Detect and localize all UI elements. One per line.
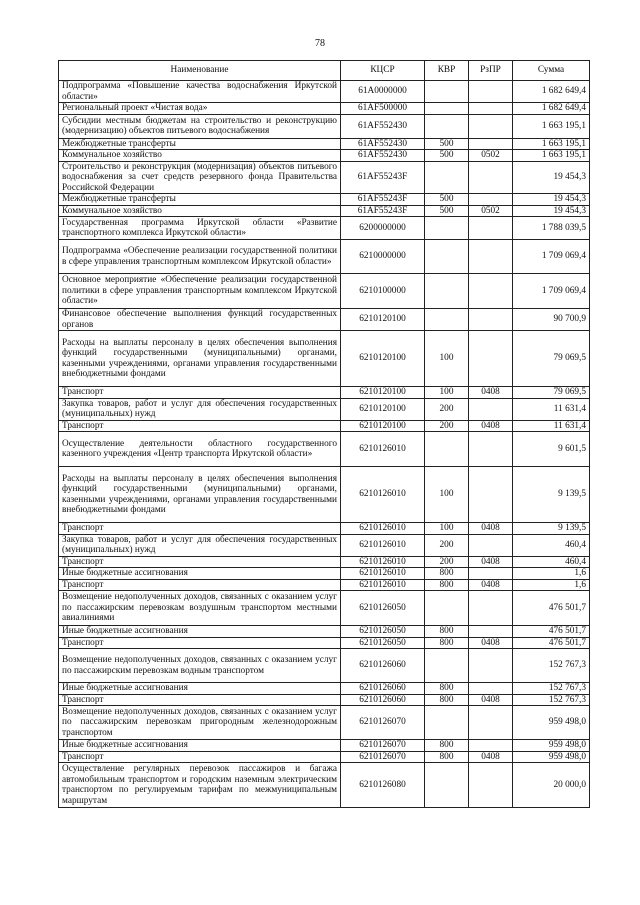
cell-rzpr <box>469 568 513 580</box>
cell-kvr: 500 <box>425 205 469 217</box>
cell-kvr: 800 <box>425 683 469 695</box>
cell-kvr: 200 <box>425 420 469 432</box>
cell-name: Подпрограмма «Повышение качества водоснабжения Иркутской области» <box>59 81 341 103</box>
table-row <box>59 205 590 217</box>
table-row <box>59 103 590 115</box>
cell-kvr <box>425 114 469 138</box>
cell-name: Транспорт <box>59 523 341 535</box>
cell-kvr: 200 <box>425 534 469 556</box>
cell-rzpr <box>469 626 513 638</box>
cell-rzpr <box>469 81 513 103</box>
cell-kvr <box>425 591 469 626</box>
cell-sum: 476 501,7 <box>513 637 590 649</box>
cell-name: Транспорт <box>59 694 341 706</box>
cell-code: 6210126060 <box>341 649 425 683</box>
table-row <box>59 568 590 580</box>
table-row <box>59 138 590 150</box>
cell-sum: 9 139,5 <box>513 523 590 535</box>
cell-code: 6210126050 <box>341 591 425 626</box>
cell-name: Межбюджетные трансферты <box>59 194 341 206</box>
cell-name: Закупка товаров, работ и услуг для обеспечения государственных (муниципальных) нужд <box>59 398 341 420</box>
table-row <box>59 649 590 683</box>
cell-name: Основное мероприятие «Обеспечение реализации государственной политики в сфере управления транспортным комплексом Иркутской области» <box>59 274 341 309</box>
table-row <box>59 523 590 535</box>
cell-rzpr: 0502 <box>469 150 513 162</box>
header-rzpr: РзПР <box>469 61 513 81</box>
cell-rzpr <box>469 217 513 240</box>
cell-code: 6210126080 <box>341 763 425 808</box>
cell-rzpr <box>469 534 513 556</box>
cell-kvr: 100 <box>425 331 469 387</box>
cell-sum: 152 767,3 <box>513 649 590 683</box>
cell-kvr: 800 <box>425 751 469 763</box>
table-row <box>59 114 590 138</box>
cell-name: Осуществление деятельности областного государственного казенного учреждения «Центр транспорта Иркутской области» <box>59 432 341 467</box>
cell-name: Транспорт <box>59 751 341 763</box>
cell-sum: 1 788 039,5 <box>513 217 590 240</box>
cell-code: 6210126010 <box>341 556 425 568</box>
cell-kvr: 800 <box>425 579 469 591</box>
cell-code: 6210000000 <box>341 240 425 274</box>
cell-code: 61А0000000 <box>341 81 425 103</box>
cell-sum: 959 498,0 <box>513 706 590 740</box>
cell-kvr <box>425 81 469 103</box>
cell-rzpr <box>469 683 513 695</box>
cell-sum: 19 454,3 <box>513 194 590 206</box>
cell-name: Транспорт <box>59 556 341 568</box>
cell-sum: 20 000,0 <box>513 763 590 808</box>
cell-code: 6210120100 <box>341 309 425 331</box>
cell-name: Возмещение недополученных доходов, связанных с оказанием услуг по пассажирским перевозкам воздушным транспортом местными авиалиниями <box>59 591 341 626</box>
cell-name: Иные бюджетные ассигнования <box>59 626 341 638</box>
cell-name: Расходы на выплаты персоналу в целях обеспечения выполнения функций государственными (муниципальными) органами, казенными учреждениями, органами управления государственными внебюджетными фондами <box>59 331 341 387</box>
cell-code: 6210126010 <box>341 523 425 535</box>
cell-kvr: 800 <box>425 694 469 706</box>
cell-kvr <box>425 649 469 683</box>
cell-rzpr: 0408 <box>469 694 513 706</box>
header-sum: Сумма <box>513 61 590 81</box>
cell-kvr <box>425 217 469 240</box>
cell-sum: 152 767,3 <box>513 683 590 695</box>
cell-sum: 1,6 <box>513 579 590 591</box>
cell-rzpr: 0408 <box>469 751 513 763</box>
cell-name: Коммунальное хозяйство <box>59 205 341 217</box>
cell-sum: 1 663 195,1 <box>513 114 590 138</box>
table-row <box>59 161 590 194</box>
table-row <box>59 751 590 763</box>
cell-rzpr <box>469 161 513 194</box>
cell-sum: 9 601,5 <box>513 432 590 467</box>
cell-kvr: 500 <box>425 150 469 162</box>
cell-sum: 1 709 069,4 <box>513 240 590 274</box>
cell-rzpr <box>469 432 513 467</box>
cell-sum: 959 498,0 <box>513 751 590 763</box>
table-row <box>59 740 590 752</box>
cell-code: 6210126070 <box>341 706 425 740</box>
cell-rzpr <box>469 706 513 740</box>
table-row <box>59 626 590 638</box>
cell-code: 61АF552430 <box>341 150 425 162</box>
cell-code: 6210120100 <box>341 331 425 387</box>
cell-rzpr <box>469 138 513 150</box>
cell-kvr: 100 <box>425 523 469 535</box>
cell-name: Возмещение недополученных доходов, связанных с оказанием услуг по пассажирским перевозкам пригородным железнодорожным транспортом <box>59 706 341 740</box>
cell-kvr <box>425 309 469 331</box>
cell-kvr <box>425 763 469 808</box>
cell-code: 6210120100 <box>341 398 425 420</box>
cell-name: Межбюджетные трансферты <box>59 138 341 150</box>
cell-name: Осуществление регулярных перевозок пассажиров и багажа автомобильным транспортом и городским наземным электрическим транспортом по регулируемым тарифам по межмуниципальным маршрутам <box>59 763 341 808</box>
budget-table <box>58 60 590 808</box>
cell-sum: 476 501,7 <box>513 591 590 626</box>
cell-sum: 152 767,3 <box>513 694 590 706</box>
cell-sum: 1 682 649,4 <box>513 103 590 115</box>
table-row <box>59 683 590 695</box>
cell-code: 61АF500000 <box>341 103 425 115</box>
table-row <box>59 432 590 467</box>
cell-kvr: 800 <box>425 637 469 649</box>
cell-sum: 79 069,5 <box>513 331 590 387</box>
cell-rzpr: 0502 <box>469 205 513 217</box>
cell-sum: 9 139,5 <box>513 467 590 523</box>
cell-code: 6210126010 <box>341 568 425 580</box>
cell-name: Транспорт <box>59 420 341 432</box>
cell-sum: 1 709 069,4 <box>513 274 590 309</box>
cell-name: Субсидии местным бюджетам на строительство и реконструкцию (модернизацию) объектов питьевого водоснабжения <box>59 114 341 138</box>
cell-rzpr: 0408 <box>469 420 513 432</box>
table-body <box>59 81 590 808</box>
cell-name: Транспорт <box>59 637 341 649</box>
cell-code: 61АF55243F <box>341 205 425 217</box>
header-kvr: КВР <box>425 61 469 81</box>
cell-kvr <box>425 240 469 274</box>
cell-code: 6210126060 <box>341 683 425 695</box>
cell-rzpr <box>469 331 513 387</box>
table-row <box>59 694 590 706</box>
cell-sum: 1 682 649,4 <box>513 81 590 103</box>
cell-rzpr <box>469 274 513 309</box>
cell-sum: 460,4 <box>513 534 590 556</box>
cell-rzpr <box>469 194 513 206</box>
cell-sum: 476 501,7 <box>513 626 590 638</box>
cell-kvr: 500 <box>425 194 469 206</box>
cell-sum: 19 454,3 <box>513 161 590 194</box>
cell-rzpr <box>469 309 513 331</box>
cell-name: Подпрограмма «Обеспечение реализации государственной политики в сфере управления транспортным комплексом Иркутской области» <box>59 240 341 274</box>
cell-rzpr: 0408 <box>469 556 513 568</box>
cell-kvr <box>425 274 469 309</box>
header-kcsr: КЦСР <box>341 61 425 81</box>
cell-rzpr: 0408 <box>469 637 513 649</box>
cell-code: 61АF55243F <box>341 194 425 206</box>
table-row <box>59 534 590 556</box>
cell-code: 61АF552430 <box>341 114 425 138</box>
table-row <box>59 240 590 274</box>
cell-sum: 460,4 <box>513 556 590 568</box>
cell-kvr <box>425 103 469 115</box>
cell-rzpr <box>469 649 513 683</box>
cell-kvr: 800 <box>425 740 469 752</box>
cell-name: Государственная программа Иркутской области «Развитие транспортного комплекса Иркутской области» <box>59 217 341 240</box>
cell-code: 6210126010 <box>341 467 425 523</box>
cell-code: 6210120100 <box>341 420 425 432</box>
table-row <box>59 331 590 387</box>
cell-name: Расходы на выплаты персоналу в целях обеспечения выполнения функций государственными (муниципальными) органами, казенными учреждениями, органами управления государственными внебюджетными фондами <box>59 467 341 523</box>
cell-sum: 1 663 195,1 <box>513 150 590 162</box>
cell-name: Региональный проект «Чистая вода» <box>59 103 341 115</box>
cell-code: 6210126070 <box>341 740 425 752</box>
cell-sum: 959 498,0 <box>513 740 590 752</box>
cell-code: 6210126050 <box>341 626 425 638</box>
table-row <box>59 591 590 626</box>
table-row <box>59 217 590 240</box>
cell-rzpr <box>469 740 513 752</box>
cell-code: 61АF55243F <box>341 161 425 194</box>
cell-name: Финансовое обеспечение выполнения функций государственных органов <box>59 309 341 331</box>
cell-name: Транспорт <box>59 387 341 399</box>
cell-sum: 1 663 195,1 <box>513 138 590 150</box>
table-header-row <box>59 61 590 81</box>
cell-sum: 90 700,9 <box>513 309 590 331</box>
cell-name: Возмещение недополученных доходов, связанных с оказанием услуг по пассажирским перевозкам водным транспортом <box>59 649 341 683</box>
cell-code: 6210126050 <box>341 637 425 649</box>
cell-name: Закупка товаров, работ и услуг для обеспечения государственных (муниципальных) нужд <box>59 534 341 556</box>
cell-name: Строительство и реконструкция (модернизация) объектов питьевого водоснабжения за счет средств резервного фонда Правительства Российской Федерации <box>59 161 341 194</box>
cell-code: 6210126010 <box>341 432 425 467</box>
cell-name: Иные бюджетные ассигнования <box>59 683 341 695</box>
table-row <box>59 637 590 649</box>
cell-rzpr <box>469 103 513 115</box>
cell-kvr: 200 <box>425 398 469 420</box>
cell-name: Иные бюджетные ассигнования <box>59 740 341 752</box>
table-row <box>59 398 590 420</box>
cell-kvr: 100 <box>425 467 469 523</box>
table-row <box>59 309 590 331</box>
table-row <box>59 420 590 432</box>
cell-rzpr <box>469 398 513 420</box>
cell-name: Транспорт <box>59 579 341 591</box>
table-row <box>59 556 590 568</box>
table-row <box>59 387 590 399</box>
cell-kvr <box>425 432 469 467</box>
cell-kvr: 100 <box>425 387 469 399</box>
cell-name: Иные бюджетные ассигнования <box>59 568 341 580</box>
cell-rzpr <box>469 240 513 274</box>
cell-rzpr <box>469 467 513 523</box>
cell-rzpr <box>469 763 513 808</box>
cell-kvr: 800 <box>425 626 469 638</box>
cell-rzpr: 0408 <box>469 387 513 399</box>
cell-code: 6210126060 <box>341 694 425 706</box>
table-row <box>59 467 590 523</box>
cell-code: 6210100000 <box>341 274 425 309</box>
cell-code: 6210126070 <box>341 751 425 763</box>
cell-rzpr: 0408 <box>469 579 513 591</box>
table-row <box>59 274 590 309</box>
cell-code: 6210126010 <box>341 579 425 591</box>
table-row <box>59 150 590 162</box>
table-row <box>59 763 590 808</box>
cell-kvr: 500 <box>425 138 469 150</box>
cell-kvr <box>425 161 469 194</box>
cell-name: Коммунальное хозяйство <box>59 150 341 162</box>
cell-kvr: 200 <box>425 556 469 568</box>
cell-kvr: 800 <box>425 568 469 580</box>
table-row <box>59 579 590 591</box>
cell-code: 6210126010 <box>341 534 425 556</box>
cell-sum: 1,6 <box>513 568 590 580</box>
table-row <box>59 706 590 740</box>
cell-sum: 11 631,4 <box>513 420 590 432</box>
cell-rzpr <box>469 114 513 138</box>
table-row <box>59 194 590 206</box>
cell-rzpr: 0408 <box>469 523 513 535</box>
cell-sum: 11 631,4 <box>513 398 590 420</box>
header-name: Наименование <box>59 61 341 81</box>
cell-sum: 79 069,5 <box>513 387 590 399</box>
cell-kvr <box>425 706 469 740</box>
cell-code: 6200000000 <box>341 217 425 240</box>
cell-code: 6210120100 <box>341 387 425 399</box>
cell-rzpr <box>469 591 513 626</box>
page-number: 78 <box>315 38 325 49</box>
cell-sum: 19 454,3 <box>513 205 590 217</box>
table-row <box>59 81 590 103</box>
cell-code: 61АF552430 <box>341 138 425 150</box>
